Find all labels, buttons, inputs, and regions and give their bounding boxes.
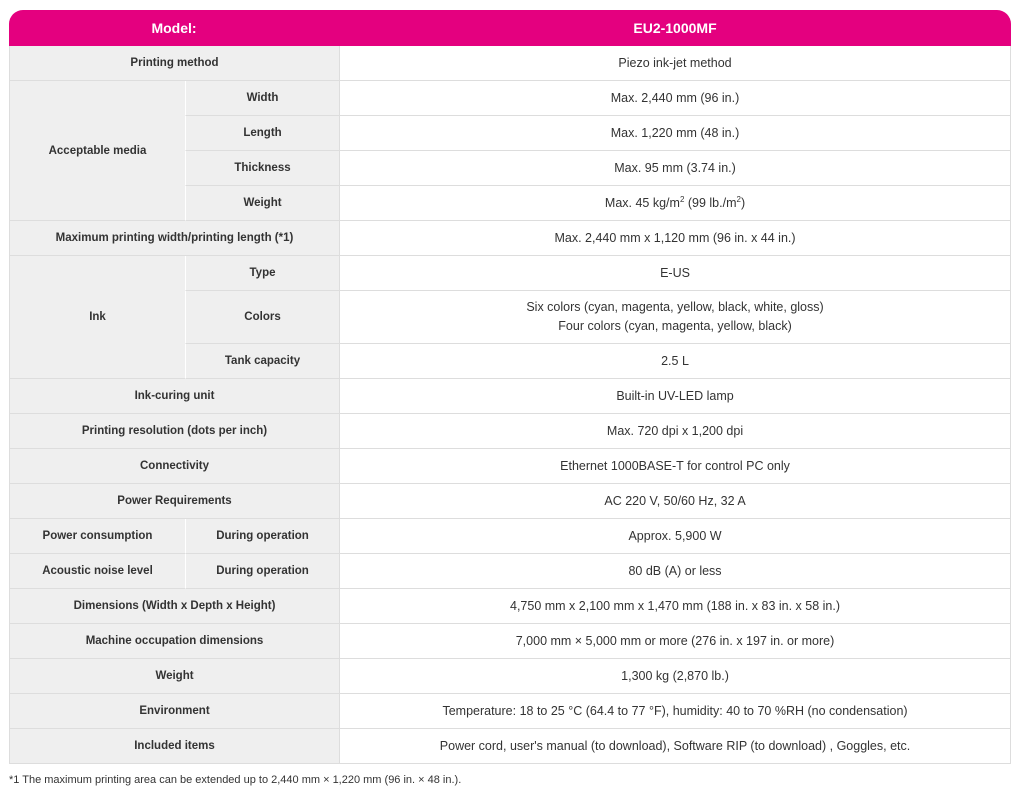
- row-value: Max. 95 mm (3.74 in.): [339, 151, 1011, 186]
- row-value: Piezo ink-jet method: [339, 46, 1011, 81]
- row-label: Included items: [9, 729, 339, 764]
- row-value: 4,750 mm x 2,100 mm x 1,470 mm (188 in. x 83 in. x 58 in.): [339, 589, 1011, 624]
- row-sublabel: During operation: [185, 554, 339, 589]
- row-label: Dimensions (Width x Depth x Height): [9, 589, 339, 624]
- row-value: Max. 2,440 mm x 1,120 mm (96 in. x 44 in.): [339, 221, 1011, 256]
- table-row: [9, 624, 1011, 659]
- table-row: [9, 484, 1011, 519]
- row-value: Six colors (cyan, magenta, yellow, black, white, gloss) Four colors (cyan, magenta, yellow, black): [339, 291, 1011, 344]
- table-row: [9, 729, 1011, 764]
- table-row: [9, 379, 1011, 414]
- row-label: Machine occupation dimensions: [9, 624, 339, 659]
- row-value: Approx. 5,900 W: [339, 519, 1011, 554]
- row-sublabel: During operation: [185, 519, 339, 554]
- row-label: Weight: [9, 659, 339, 694]
- row-sublabel: Colors: [185, 291, 339, 344]
- row-value: 2.5 L: [339, 344, 1011, 379]
- row-label: Printing method: [9, 46, 339, 81]
- row-value: Temperature: 18 to 25 °C (64.4 to 77 °F), humidity: 40 to 70 %RH (no condensation): [339, 694, 1011, 729]
- row-value: Max. 45 $kg/m^2$ (99 $lb./m^2$): [339, 186, 1011, 221]
- row-label: Acceptable media: [9, 81, 185, 221]
- table-row: [9, 694, 1011, 729]
- row-value: Power cord, user's manual (to download), Software RIP (to download) , Goggles, etc.: [339, 729, 1011, 764]
- table-row: [9, 221, 1011, 256]
- row-label: Power Requirements: [9, 484, 339, 519]
- table-row: [9, 519, 1011, 554]
- model-value: EU2-1000MF: [339, 10, 1011, 46]
- model-label: Model:: [9, 10, 339, 46]
- row-sublabel: Thickness: [185, 151, 339, 186]
- row-sublabel: Weight: [185, 186, 339, 221]
- spec-table: [9, 10, 1011, 764]
- table-row: [9, 554, 1011, 589]
- row-label: Environment: [9, 694, 339, 729]
- table-row: [9, 256, 1011, 291]
- row-sublabel: Width: [185, 81, 339, 116]
- row-label: Acoustic noise level: [9, 554, 185, 589]
- row-label: Printing resolution (dots per inch): [9, 414, 339, 449]
- row-value: AC 220 V, 50/60 Hz, 32 A: [339, 484, 1011, 519]
- table-row: [9, 659, 1011, 694]
- table-row: [9, 449, 1011, 484]
- row-value: Max. 2,440 mm (96 in.): [339, 81, 1011, 116]
- row-value: Ethernet 1000BASE-T for control PC only: [339, 449, 1011, 484]
- row-label: Ink: [9, 256, 185, 379]
- row-label: Ink-curing unit: [9, 379, 339, 414]
- row-sublabel: Type: [185, 256, 339, 291]
- row-value: Max. 720 dpi x 1,200 dpi: [339, 414, 1011, 449]
- row-sublabel: Length: [185, 116, 339, 151]
- table-row: [9, 589, 1011, 624]
- row-value: 80 dB (A) or less: [339, 554, 1011, 589]
- footnote: *1 The maximum printing area can be extended up to 2,440 mm × 1,220 mm (96 in. × 48 in.).: [9, 774, 462, 786]
- table-row: [9, 46, 1011, 81]
- row-value: 1,300 kg (2,870 lb.): [339, 659, 1011, 694]
- table-row: [9, 414, 1011, 449]
- row-value: 7,000 mm × 5,000 mm or more (276 in. x 197 in. or more): [339, 624, 1011, 659]
- table-row: [9, 81, 1011, 116]
- header-row: [9, 10, 1011, 46]
- row-value: E-US: [339, 256, 1011, 291]
- row-value: Built-in UV-LED lamp: [339, 379, 1011, 414]
- row-label: Connectivity: [9, 449, 339, 484]
- row-value: Max. 1,220 mm (48 in.): [339, 116, 1011, 151]
- spec-table-container: [9, 10, 1011, 764]
- row-label: Power consumption: [9, 519, 185, 554]
- row-label: Maximum printing width/printing length (*1): [9, 221, 339, 256]
- row-sublabel: Tank capacity: [185, 344, 339, 379]
